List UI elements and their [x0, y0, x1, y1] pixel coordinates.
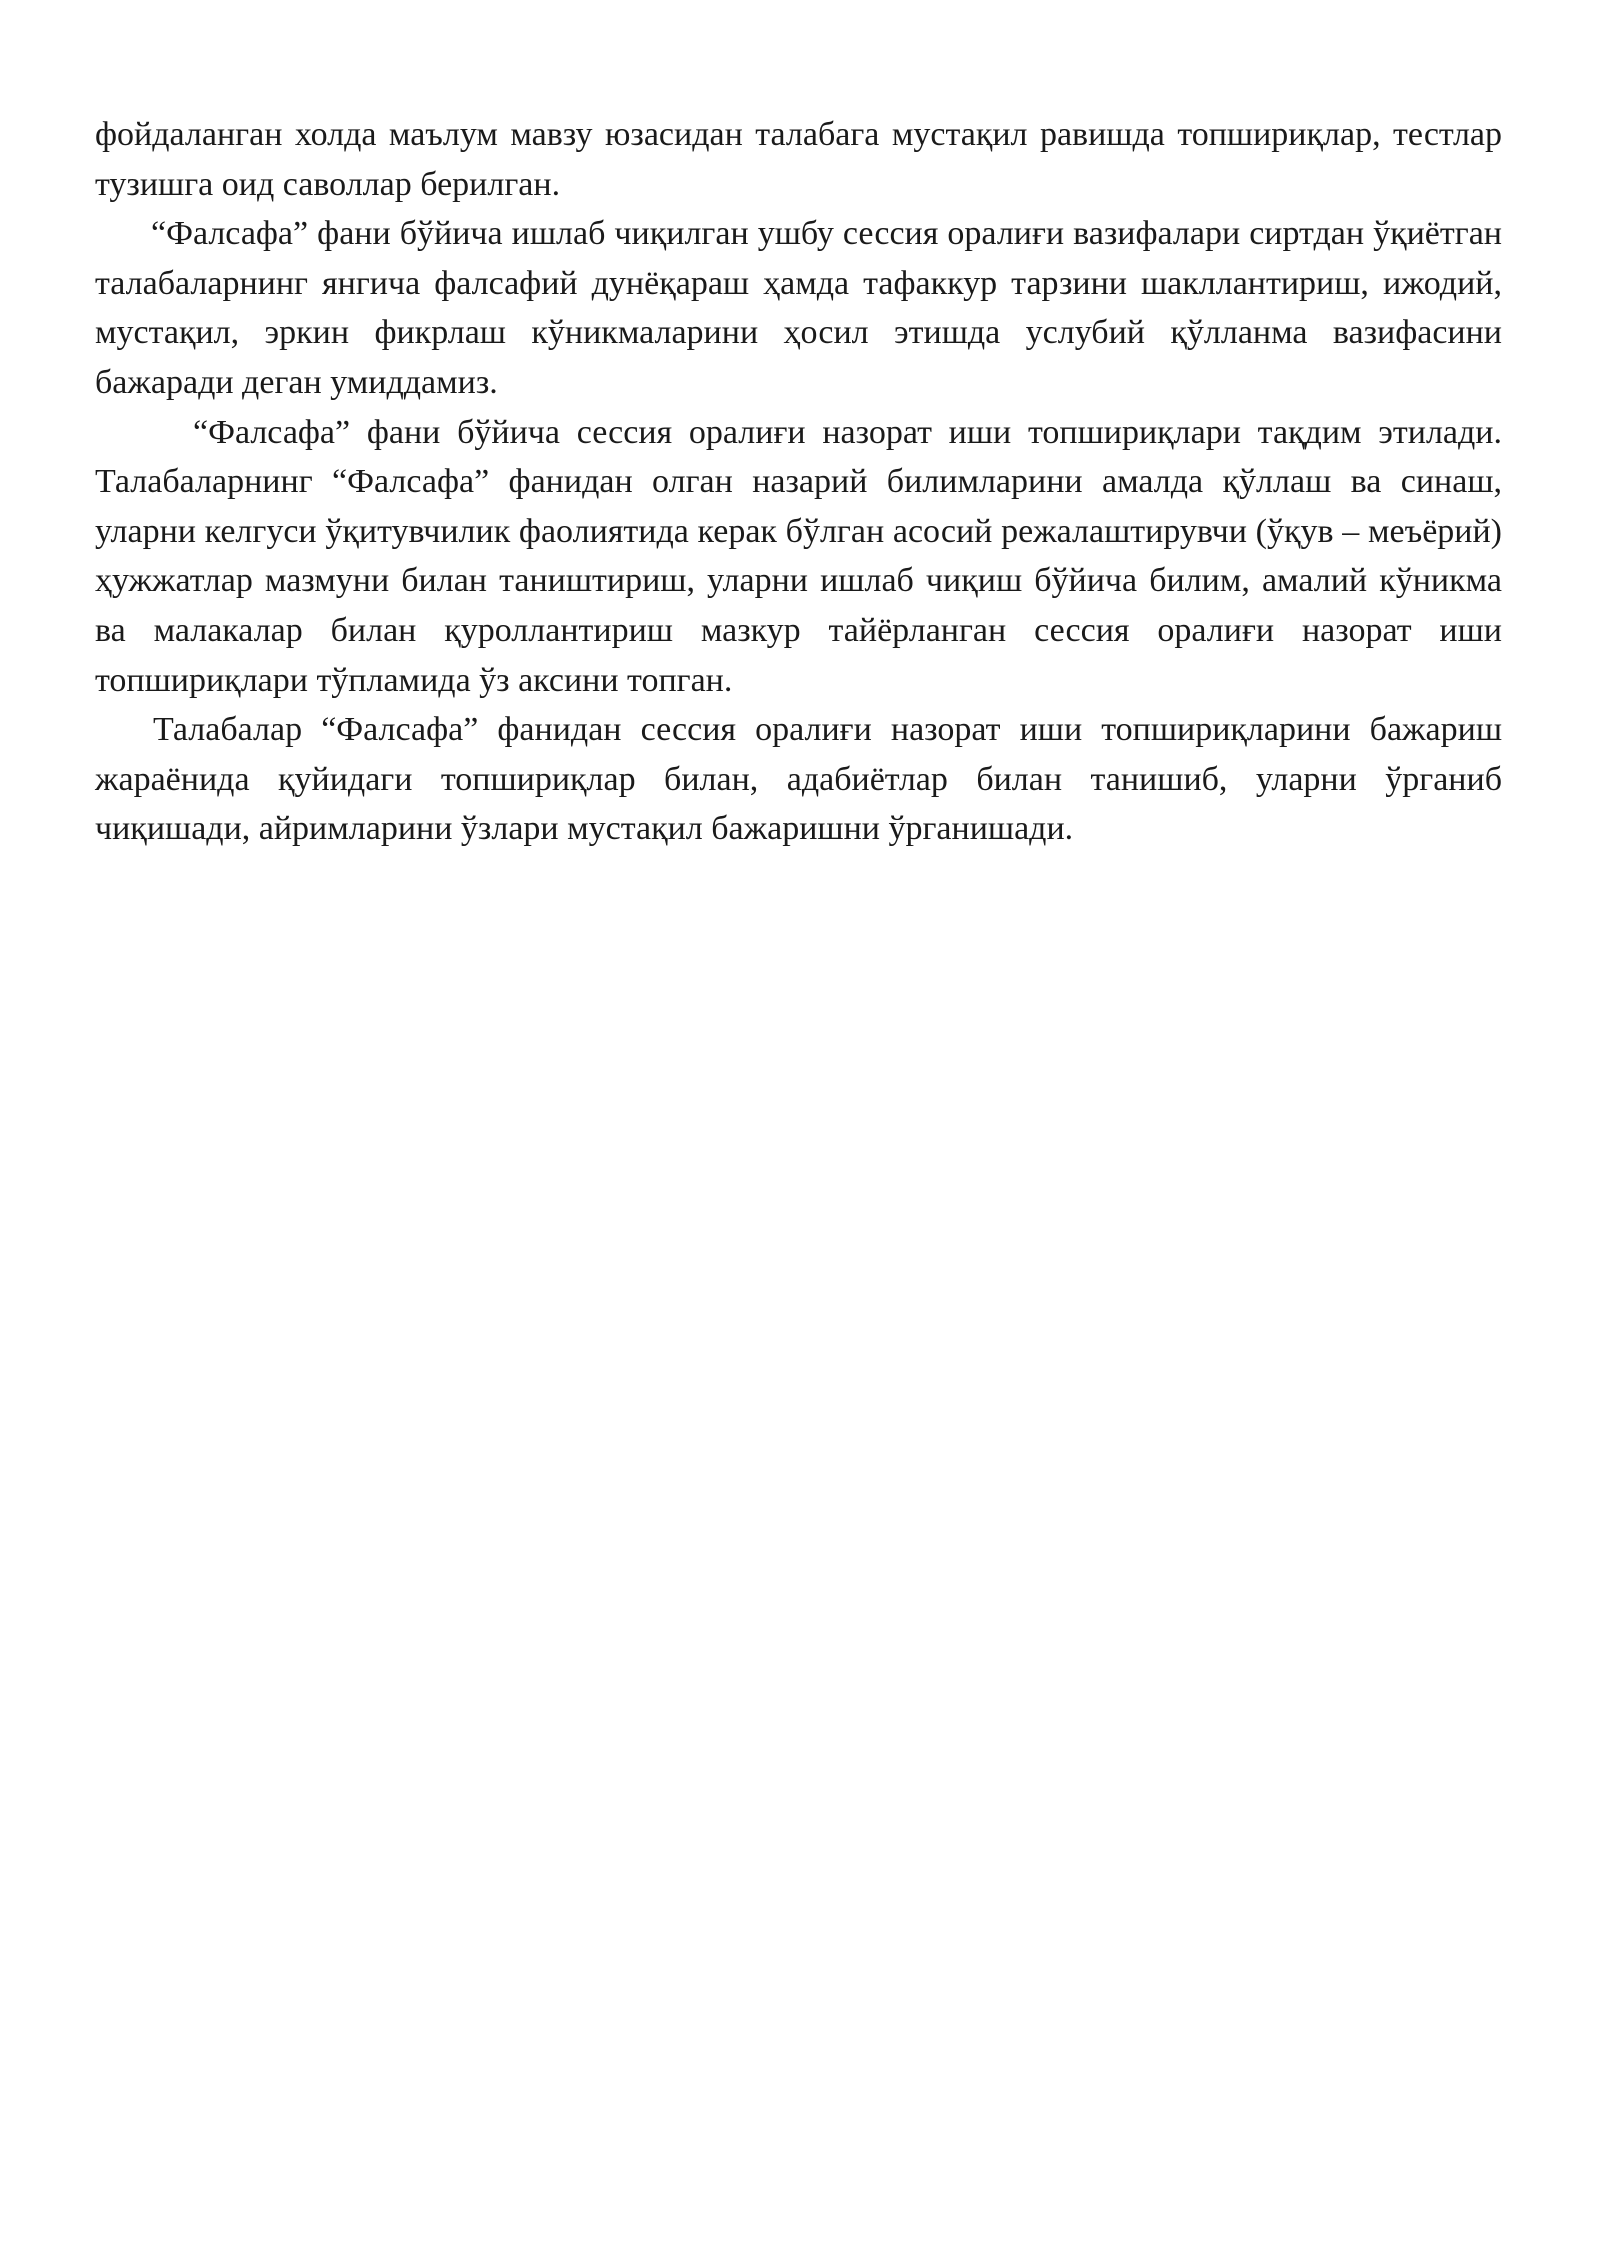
paragraph-continuation: фойдаланган холда маълум мавзу юзасидан талабага мустақил равишда топшириқлар, тестлар тузишга оид саволлар берилган.	[95, 116, 1502, 203]
document-body	[95, 110, 1502, 854]
paragraph-assignments: “Фалсафа” фани бўйича сессия оралиғи назорат иши топшириқлари тақдим этилади. Талабаларнинг “Фалсафа” фанидан олган назарий билимларини амалда қўллаш ва синаш, уларни келгуси ўқитувчилик фаолиятида керак бўлган асосий режалаштирувчи (ўқув – меъёрий) ҳужжатлар мазмуни билан таништириш, уларни ишлаб чиқиш бўйича билим, амалий кўникма ва малакалар билан қуроллантириш мазкур тайёрланган сессия оралиғи назорат иши топшириқлари тўпламида ўз аксини топган.	[95, 413, 1502, 699]
paragraph-students: Талабалар “Фалсафа” фанидан сессия оралиғи назорат иши топшириқларини бажариш жараёнида қуйидаги топшириқлар билан, адабиётлар билан танишиб, уларни ўрганиб чиқишади, айримларини ўзлари мустақил бажаришни ўрганишади.	[95, 711, 1502, 848]
paragraph-purpose: “Фалсафа” фани бўйича ишлаб чиқилган ушбу сессия оралиғи вазифалари сиртдан ўқиётган талабаларнинг янгича фалсафий дунёқараш ҳамда тафаккур тарзини шакллантириш, ижодий, мустақил, эркин фикрлаш кўникмаларини ҳосил этишда услубий қўлланма вазифасини бажаради деган умиддамиз.	[95, 215, 1502, 401]
